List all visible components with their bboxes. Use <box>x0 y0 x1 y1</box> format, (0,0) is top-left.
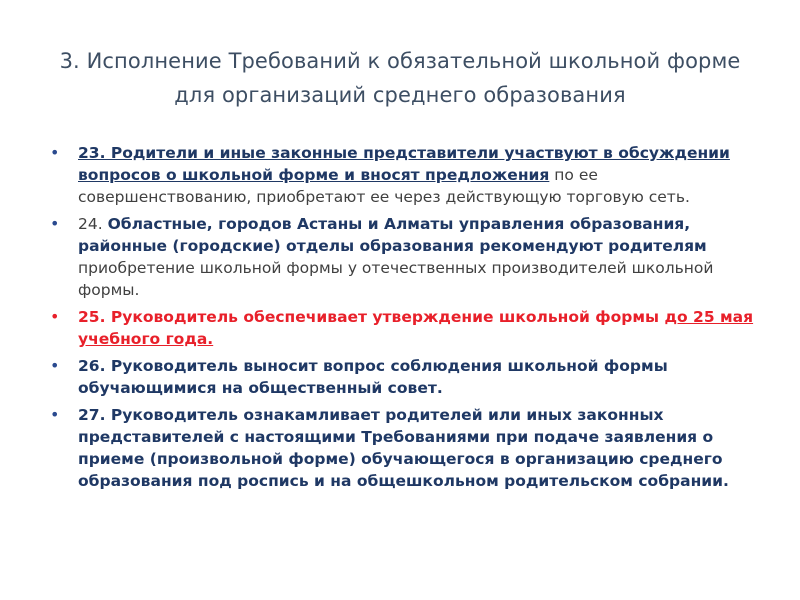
item-24-prefix: 24. <box>78 215 108 233</box>
item-24-strong: Областные, городов Астаны и Алматы управления образования, районные (городские) отделы образования рекомендуют родителям <box>78 215 707 255</box>
item-25-deadline: до 25 мая учебного года. <box>78 308 754 348</box>
list-item <box>48 142 760 208</box>
list-item <box>48 355 760 399</box>
list-item <box>48 213 760 301</box>
bullet-icon: • <box>50 356 60 375</box>
bullet-icon: • <box>50 405 60 424</box>
item-26-strong: 26. Руководитель выносит вопрос соблюдения школьной формы обучающимися на общественный совет. <box>78 357 668 397</box>
slide-title <box>0 44 800 112</box>
bullet-icon: • <box>50 307 60 326</box>
bullet-icon: • <box>50 143 60 162</box>
list-item <box>48 404 760 492</box>
item-25-strong: 25. Руководитель обеспечивает утверждение школьной формы <box>78 308 665 326</box>
title-line-1: 3. Исполнение Требований к обязательной школьной форме <box>59 49 741 73</box>
item-23-rest: по ее совершенствованию, приобретают ее через действующую торговую сеть. <box>78 166 690 206</box>
item-24-rest: приобретение школьной формы у отечественных производителей школьной формы. <box>78 259 714 299</box>
title-line-2: для организаций среднего образования <box>174 83 626 107</box>
list-item <box>48 306 760 350</box>
requirements-list <box>48 142 760 497</box>
bullet-icon: • <box>50 214 60 233</box>
item-27-strong: 27. Руководитель ознакамливает родителей или иных законных представителей с настоящими Требованиями при подаче заявления о приеме (произвольной форме) обучающегося в организацию среднего образования под роспись и на общешкольном родительском собрании. <box>78 406 729 490</box>
item-23-strong: 23. Родители и иные законные представители участвуют в обсуждении вопросов о школьной форме и вносят предложения <box>78 144 730 184</box>
